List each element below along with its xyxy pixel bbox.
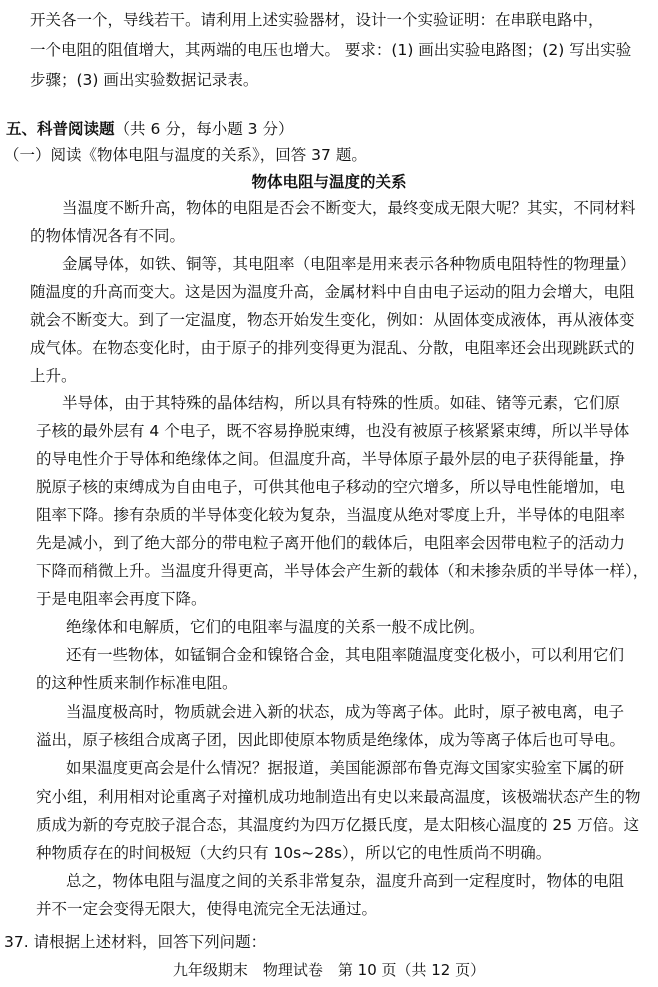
section-heading-title: 五、科普阅读题 bbox=[6, 120, 115, 138]
article-line: 溢出，原子核组合成离子团，因此即使原本物质是绝缘体，成为等离子体后也可导电。 bbox=[36, 731, 626, 749]
article-line: 并不一定会变得无限大，使得电流完全无法通过。 bbox=[36, 900, 378, 918]
page-footer: 九年级期末 物理试卷 第 10 页（共 12 页） bbox=[172, 961, 486, 979]
intro-line: 步骤；(3) 画出实验数据记录表。 bbox=[30, 71, 259, 89]
article-line: 的导电性介于导体和绝缘体之间。但温度升高，半导体原子最外层的电子获得能量，挣 bbox=[36, 450, 626, 468]
article-line: 就会不断变大。到了一定温度，物态开始发生变化，例如：从固体变成液体，再从液体变 bbox=[30, 311, 635, 329]
reading-instruction: （一）阅读《物体电阻与温度的关系》，回答 37 题。 bbox=[4, 146, 367, 164]
article-line: 如果温度更高会是什么情况？据报道，美国能源部布鲁克海文国家实验室下属的研 bbox=[66, 759, 625, 777]
article-line: 种物质存在的时间极短（大约只有 10s~28s），所以它的电性质尚不明确。 bbox=[36, 844, 552, 862]
article-line: 当温度极高时，物质就会进入新的状态，成为等离子体。此时，原子被电离，电子 bbox=[66, 703, 625, 721]
article-line: 半导体，由于其特殊的晶体结构，所以具有特殊的性质。如硅、锗等元素，它们原 bbox=[62, 394, 621, 412]
article-title: 物体电阻与温度的关系 bbox=[251, 173, 407, 191]
question-37: 37. 请根据上述材料，回答下列问题： bbox=[4, 933, 267, 951]
article-line: 先是减小，到了绝大部分的带电粒子离开他们的载体后，电阻率会因带电粒子的活动力 bbox=[36, 534, 626, 552]
intro-line: 一个电阻的阻值增大，其两端的电压也增大。 要求：(1) 画出实验电路图；(2) 写出实验 bbox=[30, 41, 632, 59]
article-line: 总之，物体电阻与温度之间的关系非常复杂，温度升高到一定程度时，物体的电阻 bbox=[66, 872, 625, 890]
article-line: 金属导体，如铁、铜等，其电阻率（电阻率是用来表示各种物质电阻特性的物理量） bbox=[62, 255, 636, 273]
article-line: 还有一些物体，如锰铜合金和镍铬合金，其电阻率随温度变化极小，可以利用它们 bbox=[66, 646, 625, 664]
section-heading-score: （共 6 分，每小题 3 分） bbox=[114, 120, 294, 138]
article-line: 的这种性质来制作标准电阻。 bbox=[36, 674, 238, 692]
article-line: 究小组，利用相对论重离子对撞机成功地制造出有史以来最高温度，该极端状态产生的物 bbox=[36, 788, 641, 806]
article-line: 下降而稍微上升。当温度升得更高，半导体会产生新的载体（和未掺杂质的半导体一样）， bbox=[36, 562, 649, 580]
article-line: 阻率下降。掺有杂质的半导体变化较为复杂，当温度从绝对零度上升，半导体的电阻率 bbox=[36, 506, 626, 524]
article-line: 子核的最外层有 4 个电子，既不容易挣脱束缚，也没有被原子核紧紧束缚，所以半导体 bbox=[36, 422, 630, 440]
article-line: 脱原子核的束缚成为自由电子，可供其他电子移动的空穴增多，所以导电性能增加，电 bbox=[36, 478, 626, 496]
article-line: 当温度不断升高，物体的电阻是否会不断变大，最终变成无限大呢？其实，不同材料 bbox=[62, 199, 636, 217]
intro-line: 开关各一个，导线若干。请利用上述实验器材，设计一个实验证明：在串联电路中， bbox=[30, 11, 604, 29]
article-line: 上升。 bbox=[30, 367, 77, 385]
article-line: 的物体情况各有不同。 bbox=[30, 227, 186, 245]
article-line: 于是电阻率会再度下降。 bbox=[36, 590, 207, 608]
article-line: 质成为新的夸克胶子混合态，其温度约为四万亿摄氏度，是太阳核心温度的 25 万倍。这 bbox=[36, 816, 640, 834]
section-heading bbox=[6, 119, 293, 139]
article-line: 随温度的升高而变大。这是因为温度升高，金属材料中自由电子运动的阻力会增大，电阻 bbox=[30, 283, 635, 301]
article-line: 成气体。在物态变化时，由于原子的排列变得更为混乱、分散，电阻率还会出现跳跃式的 bbox=[30, 339, 635, 357]
article-line: 绝缘体和电解质，它们的电阻率与温度的关系一般不成比例。 bbox=[66, 618, 485, 636]
